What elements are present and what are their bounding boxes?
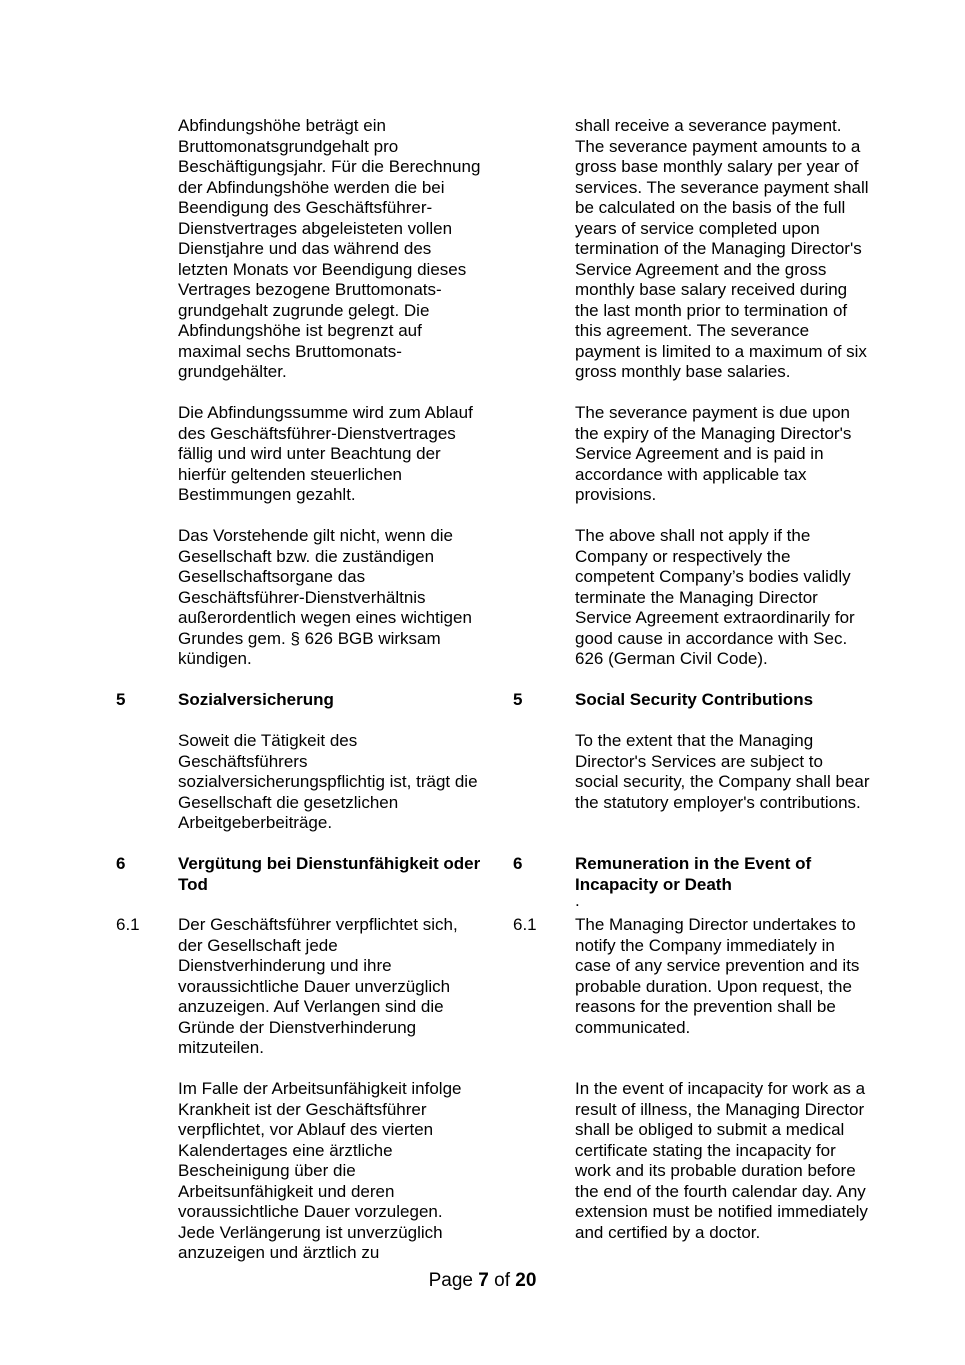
section-6-number-de: 6 xyxy=(116,854,126,873)
severance-due-de: Die Abfindungssumme wird zum Ablauf des Geschäftsführer-Dienstvertrages fällig und wird unter Beachtung der hierfür geltenden steuerlichen Bestimmungen gezahlt. xyxy=(178,403,473,504)
social-security-en: To the extent that the Managing Director's Services are subject to social security, the Company shall bear the statutory employer's contributions. xyxy=(575,731,870,812)
severance-exception-en: The above shall not apply if the Company or respectively the competent Company’s bodies validly terminate the Managing Director Service Agreement extraordinarily for good cause in accordance with Sec. 626 (German Civil Code). xyxy=(575,526,855,668)
section-6-dot-en: . xyxy=(575,891,580,910)
clause-6-1-en: The Managing Director undertakes to notify the Company immediately in case of any service prevention and its probable duration. Upon request, the reasons for the prevention shall be communicated. xyxy=(575,915,860,1037)
page-label-middle: of xyxy=(488,1270,516,1291)
section-5-title-en: Social Security Contributions xyxy=(575,690,814,709)
incapacity-certificate-en: In the event of incapacity for work as a result of illness, the Managing Director shall be obliged to submit a medical certificate stating the incapacity for work and its probable duration before the end of the fourth calendar day. Any extension must be notified immediately and certified by a doctor. xyxy=(575,1079,868,1242)
severance-exception-de: Das Vorstehende gilt nicht, wenn die Gesellschaft bzw. die zuständigen Gesellschaftsorgane das Geschäftsführer-Dienstverhältnis außerordentlich wegen eines wichtigen Grundes gem. § 626 BGB wirksam kündigen. xyxy=(178,526,472,668)
clause-6-1-de: Der Geschäftsführer verpflichtet sich, der Gesellschaft jede Dienstverhinderung und ihre voraussichtliche Dauer unverzüglich anzuzeigen. Auf Verlangen sind die Gründe der Dienstverhinderung mitzuteilen. xyxy=(178,915,458,1057)
current-page: 7 xyxy=(478,1270,489,1291)
section-6-title-de: Vergütung bei Dienstunfähigkeit oder Tod xyxy=(178,854,481,894)
page-label-prefix: Page xyxy=(428,1270,479,1291)
section-5-number-de: 5 xyxy=(116,690,126,709)
severance-amount-de: Abfindungshöhe beträgt ein Bruttomonatsgrundgehalt pro Beschäftigungsjahr. Für die Berechnung der Abfindungshöhe werden die bei Beendigung des Geschäftsführer- Dienstvertrages abgeleisteten vollen Dienstjahre und das während des letzten Monats vor Beendigung dieses Vertrages bezogene Bruttomonats- grundgehalt zugrunde gelegt. Die Abfindungshöhe ist begrenzt auf maximal sechs Bruttomonats- grundgehälter. xyxy=(178,116,481,381)
incapacity-certificate-de: Im Falle der Arbeitsunfähigkeit infolge Krankheit ist der Geschäftsführer verpflichtet, vor Ablauf des vierten Kalendertages eine ärztliche Bescheinigung über die Arbeitsunfähigkeit und deren voraussichtliche Dauer vorzulegen. Jede Verlängerung ist unverzüglich anzuzeigen und ärztlich zu xyxy=(178,1079,462,1262)
clause-6-1-number-de: 6.1 xyxy=(116,915,140,934)
section-6-title-en: Remuneration in the Event of Incapacity or Death xyxy=(575,854,812,894)
severance-due-en: The severance payment is due upon the expiry of the Managing Director's Service Agreement and is paid in accordance with applicable tax provisions. xyxy=(575,403,852,504)
section-6-number-en: 6 xyxy=(513,854,523,873)
section-5-title-de: Sozialversicherung xyxy=(178,690,334,709)
total-pages: 20 xyxy=(515,1270,537,1291)
section-5-number-en: 5 xyxy=(513,690,523,709)
severance-amount-en: shall receive a severance payment. The severance payment amounts to a gross base monthly salary per year of services. The severance payment shall be calculated on the basis of the full years of service completed upon termination of the Managing Director's Service Agreement and the gross monthly base salary received during the last month prior to termination of this agreement. The severance payment is limited to a maximum of six gross monthly base salaries. xyxy=(575,116,869,381)
page-number xyxy=(0,1270,965,1292)
social-security-de: Soweit die Tätigkeit des Geschäftsführers sozialversicherungspflichtig ist, trägt die Gesellschaft die gesetzlichen Arbeitgeberbeiträge. xyxy=(178,731,478,832)
clause-6-1-number-en: 6.1 xyxy=(513,915,537,934)
